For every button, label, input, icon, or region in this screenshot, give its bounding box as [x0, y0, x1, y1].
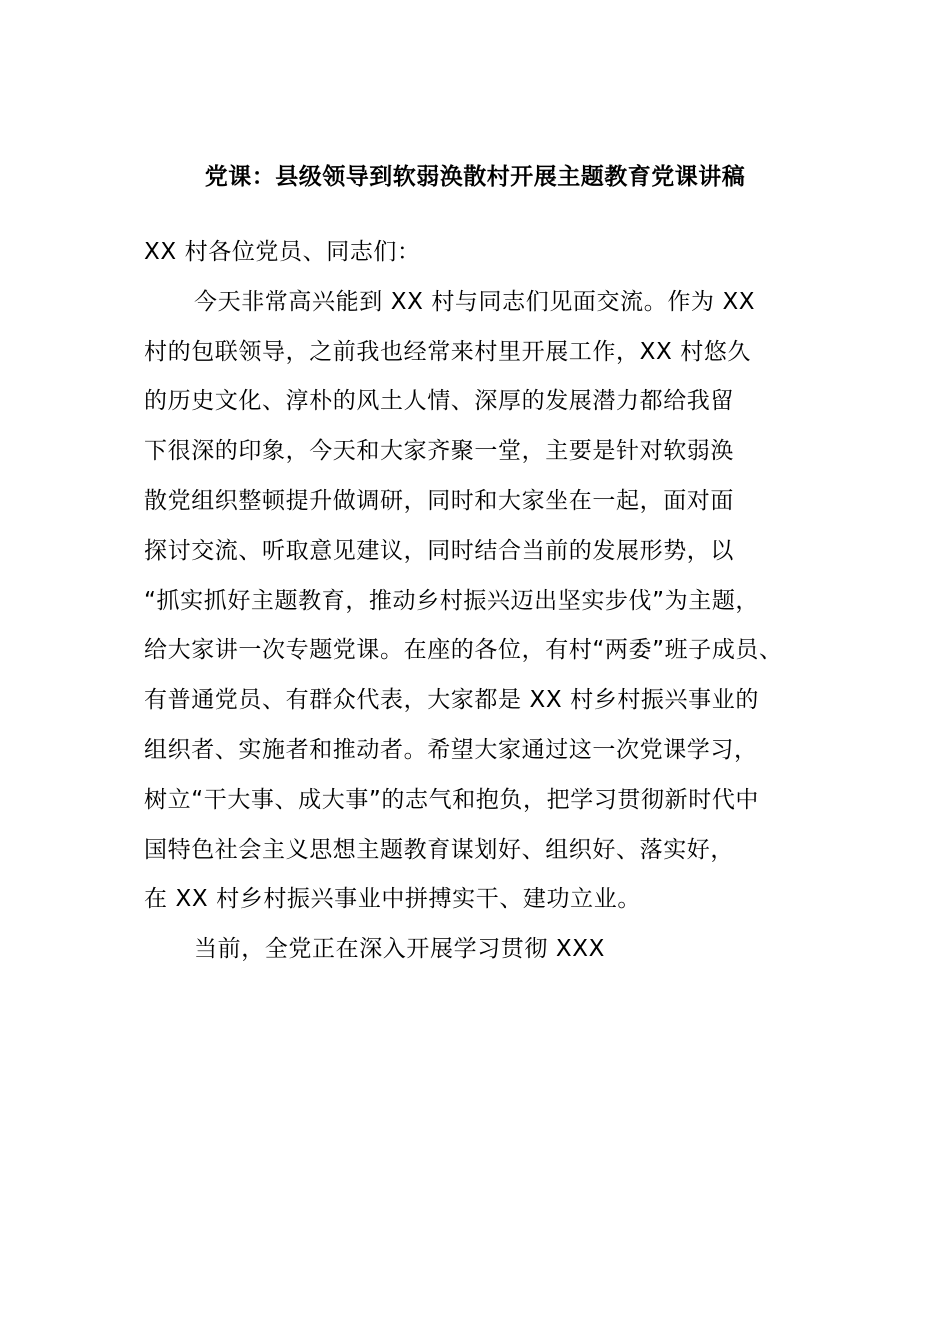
greeting-line: XX 村各位党员、同志们：	[144, 239, 421, 265]
paragraph-line: 组织者、实施者和推动者。希望大家通过这一次党课学习，	[144, 736, 758, 763]
paragraph-line: 探讨交流、听取意见建议，同时结合当前的发展形势，以	[144, 537, 734, 564]
document-body	[144, 228, 834, 975]
paragraph-line: 当前，全党正在深入开展学习贯彻 XXX	[194, 936, 605, 963]
document-title: 党课：县级领导到软弱涣散村开展主题教育党课讲稿	[204, 164, 746, 190]
paragraph-line: 的历史文化、淳朴的风土人情、深厚的发展潜力都给我留	[144, 388, 734, 415]
paragraph-line: 今天非常高兴能到 XX 村与同志们见面交流。作为 XX	[194, 288, 756, 315]
paragraph-line: 树立“干大事、成大事”的志气和抱负，把学习贯彻新时代中	[144, 786, 760, 813]
paragraph-line: 下很深的印象，今天和大家齐聚一堂，主要是针对软弱涣	[144, 438, 734, 465]
paragraph-line: “抓实抓好主题教育，推动乡村振兴迈出坚实步伐”为主题，	[144, 587, 760, 614]
paragraph-line: 在 XX 村乡村振兴事业中拼搏实干、建功立业。	[144, 886, 641, 913]
paragraph-line: 有普通党员、有群众代表，大家都是 XX 村乡村振兴事业的	[144, 687, 759, 714]
paragraph-line: 国特色社会主义思想主题教育谋划好、组织好、落实好，	[144, 836, 734, 863]
paragraph-line: 给大家讲一次专题党课。在座的各位，有村“两委”班子成员、	[144, 637, 783, 664]
paragraph-line: 散党组织整顿提升做调研，同时和大家坐在一起，面对面	[144, 487, 734, 514]
paragraph-line: 村的包联领导，之前我也经常来村里开展工作，XX 村悠久	[144, 338, 752, 365]
